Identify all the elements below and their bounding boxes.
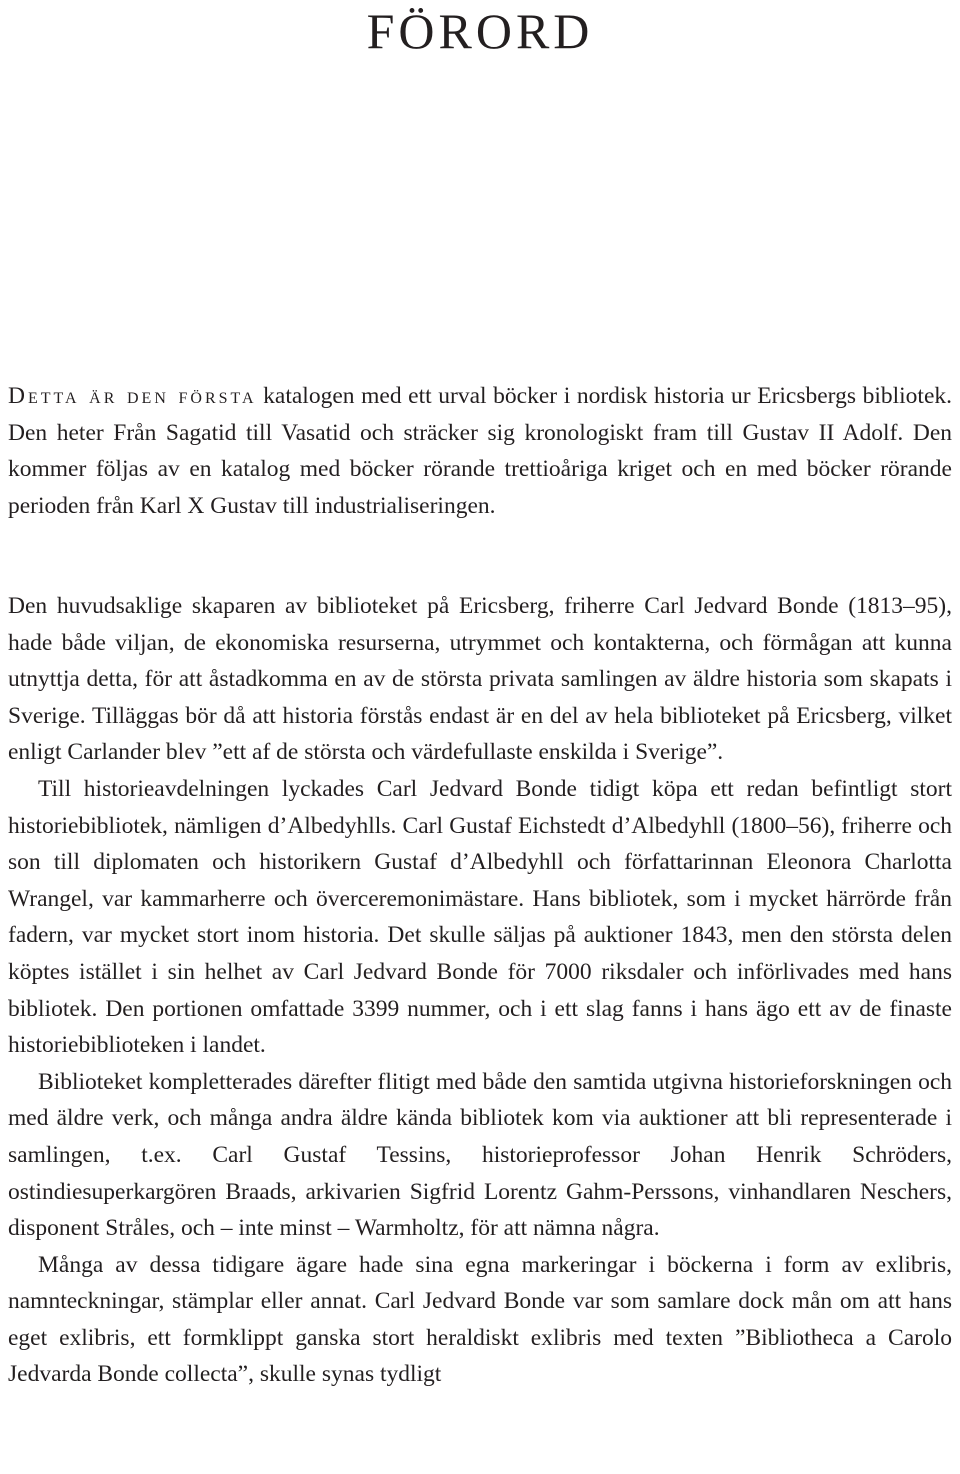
page-title: FÖRORD [366,3,594,59]
intro-paragraph [8,378,952,524]
paragraph-2: Till historieavdelningen lyckades Carl Jedvard Bonde tidigt köpa ett redan befintligt stort historiebibliotek, nämligen d’Albedyhlls. Carl Gustaf Eichstedt d’Albedyhll (1800–56), friherre och son till diplomaten och historikern Gustaf d’Albedyhll och författarinnan Eleonora Charlotta Wrangel, var kammarherre och överceremonimästare. Hans bibliotek, som i mycket härrörde från fadern, var mycket stort inom historia. Det skulle säljas på auktioner 1843, men den största delen köptes istället i sin helhet av Carl Jedvard Bonde för 7000 riksdaler och införlivades med hans bibliotek. Den portionen omfattade 3399 nummer, och i ett slag fanns i hans ägo ett av de finaste historiebiblioteken i landet. [8,775,952,1059]
paragraph-4: Många av dessa tidigare ägare hade sina egna markeringar i böckerna i form av exlibris, namnteckningar, stämplar eller annat. Carl Jedvard Bonde var som samlare dock mån om att hans eget exlibris, ett formklippt ganska stort heraldiskt exlibris med texten ”Bibliotheca a Carolo Jedvarda Bonde collecta”, skulle synas tydligt [8,1251,952,1388]
paragraph-1: Den huvudsaklige skaparen av biblioteket på Ericsberg, friherre Carl Jedvard Bonde (1813–95), hade både viljan, de ekonomiska resurserna, utrymmet och kontakterna, och förmågan att kunna utnyttja detta, för att åstadkomma en av de största privata samlingen av äldre historia som skapats i Sverige. Tilläggas bör då att historia förstås endast är en del av hela biblioteket på Ericsberg, vilket enligt Carlander blev ”ett af de största och värdefullaste enskilda i Sverige”. [8,593,952,766]
intro-text: katalogen med ett urval böcker i nordisk historia ur Ericsbergs bibliotek. Den heter Från Sagatid till Vasatid och sträcker sig kronologiskt fram till Gustav II Adolf. Den kommer följas av en katalog med böcker rörande trettioåriga kriget och en med böcker rörande perioden från Karl X Gustav till industrialiseringen. [8,383,953,519]
body-text [8,588,952,1393]
paragraph-3: Biblioteket kompletterades därefter flitigt med både den samtida utgivna historieforskningen och med äldre verk, och många andra äldre kända bibliotek kom via auktioner att bli representerade i samlingen, t.ex. Carl Gustaf Tessins, historieprofessor Johan Henrik Schröders, ostindiesuperkargören Braads, arkivarien Sigfrid Lorentz Gahm-Perssons, vinhandlaren Neschers, disponent Stråles, och – inte minst – Warmholtz, för att nämna några. [8,1068,952,1242]
intro-lead-smallcaps: Detta är den första [8,383,257,409]
